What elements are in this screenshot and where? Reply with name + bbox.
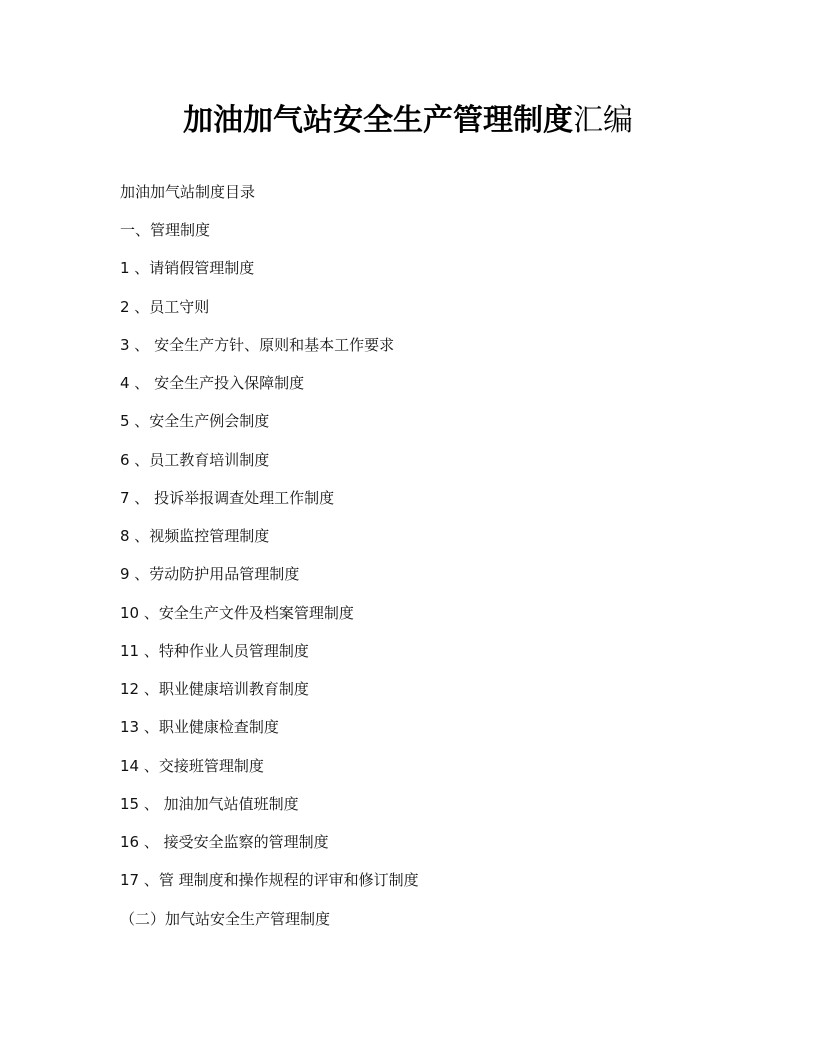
toc-item-7: 7 、 投诉举报调查处理工作制度 — [120, 488, 335, 507]
document-title-main: 加油加气站安全生产管理制度 — [183, 103, 573, 138]
document-title — [0, 100, 816, 142]
toc-item-2: 2 、员工守则 — [120, 297, 210, 316]
toc-item-10: 10 、安全生产文件及档案管理制度 — [120, 603, 354, 622]
toc-item-17: 17 、管 理制度和操作规程的评审和修订制度 — [120, 871, 419, 890]
toc-item-gas-station-section: （二）加气站安全生产管理制度 — [120, 909, 331, 928]
document-title-suffix: 汇编 — [573, 103, 633, 138]
toc-item-6: 6 、员工教育培训制度 — [120, 450, 270, 469]
toc-item-15: 15 、 加油加气站值班制度 — [120, 794, 299, 813]
toc-list — [120, 219, 419, 946]
toc-item-3: 3 、 安全生产方针、原则和基本工作要求 — [120, 335, 395, 354]
toc-item-16: 16 、 接受安全监察的管理制度 — [120, 833, 329, 851]
toc-item-4: 4 、 安全生产投入保障制度 — [120, 374, 305, 392]
toc-item-14: 14 、交接班管理制度 — [120, 756, 264, 775]
toc-item-8: 8 、视频监控管理制度 — [120, 527, 270, 545]
toc-item-9: 9 、劳动防护用品管理制度 — [120, 565, 300, 584]
toc-item-management-section: 一、管理制度 — [120, 221, 211, 239]
toc-item-13: 13 、职业健康检查制度 — [120, 718, 279, 737]
toc-item-1: 1 、请销假管理制度 — [120, 259, 255, 278]
toc-item-5: 5 、安全生产例会制度 — [120, 412, 270, 431]
toc-heading: 加油加气站制度目录 — [120, 183, 256, 201]
toc-item-11: 11 、特种作业人员管理制度 — [120, 641, 309, 660]
toc-item-12: 12 、职业健康培训教育制度 — [120, 680, 309, 698]
